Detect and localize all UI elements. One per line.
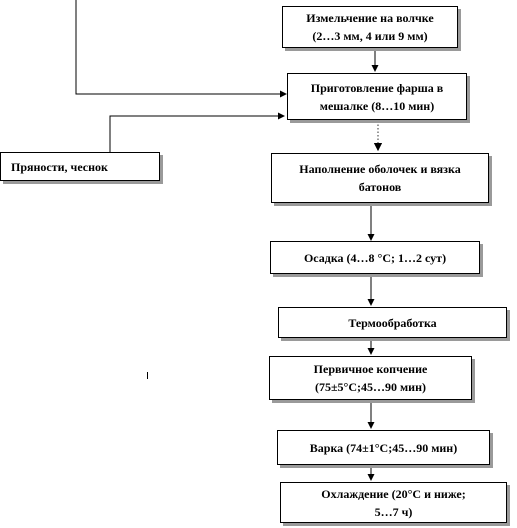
stray-tick-mark: [147, 372, 148, 379]
step-mincemeat-prep: [287, 73, 467, 120]
input-spices-text: Пряности, чеснок: [11, 159, 108, 174]
step-grinding: [282, 6, 458, 48]
connector-top-to-mixing: [76, 0, 286, 94]
connector-spices-to-mixing: [110, 116, 284, 152]
step-settling: [270, 241, 480, 274]
step-heat-treatment-text: Термообработка: [348, 315, 437, 330]
step-grinding-text: Измельчение на волчке (2…3 мм, 4 или 9 мм): [306, 11, 434, 43]
step-mincemeat-prep-text: Приготовление фарша в мешалке (8…10 мин): [310, 80, 444, 113]
input-spices: [0, 152, 160, 181]
step-heat-treatment: [278, 307, 507, 338]
step-cooling-text: Охлаждение (20°С и ниже; 5…7 ч): [321, 486, 466, 519]
step-boiling-text: Варка (74±1°С;45…90 мин): [309, 440, 458, 455]
step-boiling: [277, 430, 490, 465]
step-primary-smoking-text: Первичное копчение (75±5°С;45…90 мин): [313, 362, 428, 394]
step-casing-filling-text: Наполнение оболочек и вязка батонов: [299, 162, 461, 194]
step-cooling: [280, 482, 507, 523]
step-primary-smoking: [269, 356, 472, 400]
step-settling-text: Осадка (4…8 °С; 1…2 сут): [303, 250, 447, 265]
step-casing-filling: [271, 153, 489, 203]
